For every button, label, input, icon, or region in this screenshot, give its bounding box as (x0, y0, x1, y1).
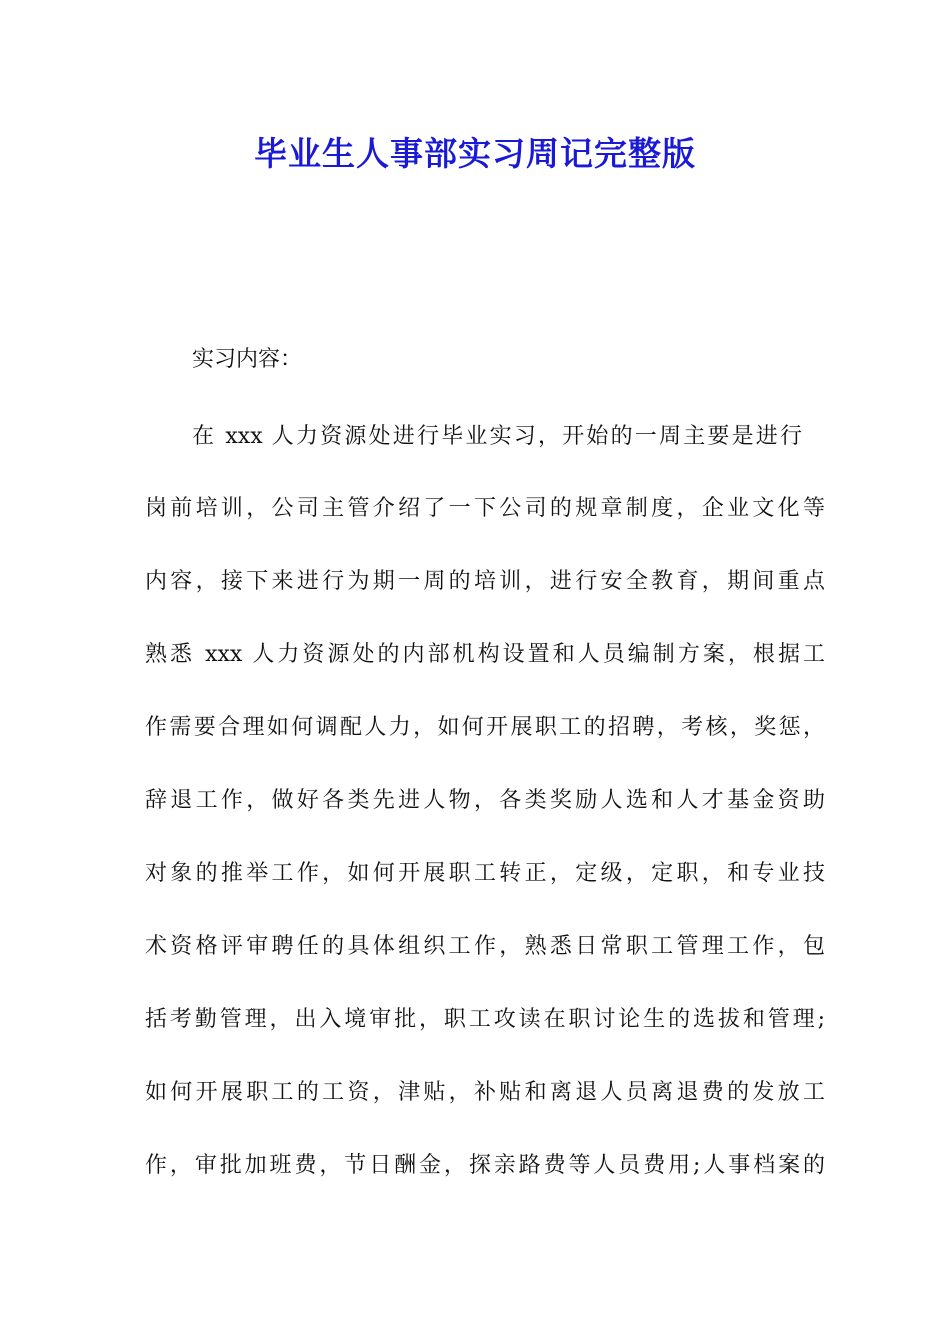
paragraph-line: 内容，接下来进行为期一周的培训，进行安全教育，期间重点 (145, 569, 825, 594)
paragraph-line: 术资格评审聘任的具体组织工作，熟悉日常职工管理工作，包 (145, 934, 825, 959)
paragraph-line: 熟悉 xxx 人力资源处的内部机构设置和人员编制方案，根据工 (145, 642, 825, 667)
paragraph-line: 括考勤管理，出入境审批，职工攻读在职讨论生的选拔和管理; (145, 1007, 825, 1032)
section-heading-internship-content: 实习内容： (192, 347, 303, 372)
paragraph-line: 如何开展职工的工资，津贴，补贴和离退人员离退费的发放工 (145, 1080, 825, 1105)
paragraph-line: 作需要合理如何调配人力，如何开展职工的招聘，考核，奖惩， (145, 715, 825, 740)
paragraph-line: 岗前培训，公司主管介绍了一下公司的规章制度，企业文化等 (145, 496, 825, 521)
paragraph-line: 在 xxx 人力资源处进行毕业实习，开始的一周主要是进行 (192, 424, 802, 449)
page-title: 毕业生人事部实习周记完整版 (254, 134, 696, 173)
paragraph-line: 对象的推举工作，如何开展职工转正，定级，定职，和专业技 (145, 861, 825, 886)
paragraph-line: 辞退工作，做好各类先进人物，各类奖励人选和人才基金资助 (145, 788, 825, 813)
paragraph-line: 作，审批加班费，节日酬金，探亲路费等人员费用;人事档案的 (145, 1153, 825, 1178)
